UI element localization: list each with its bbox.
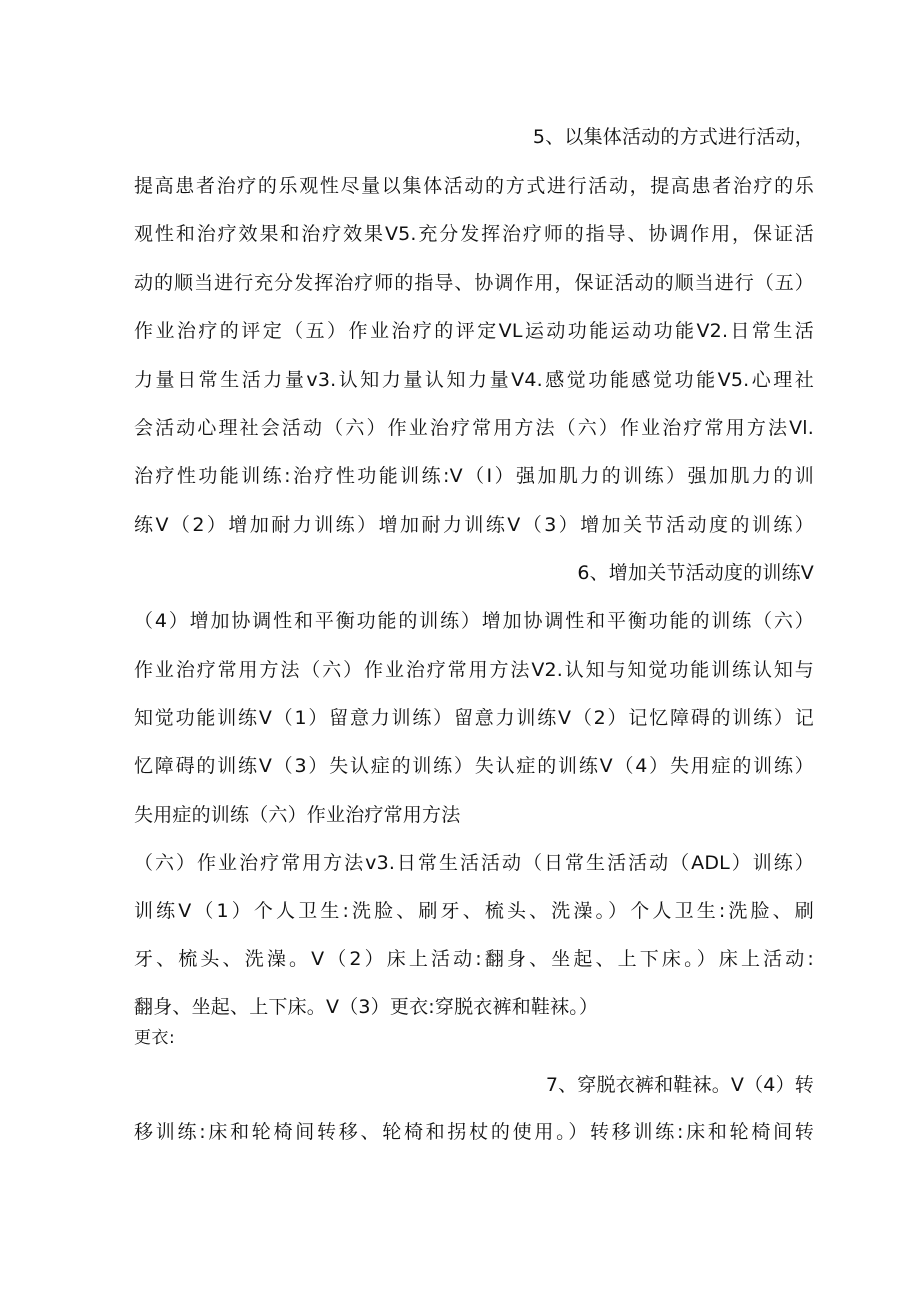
text-line: 更衣: (134, 1028, 176, 1048)
text-line: 练V（2）增加耐力训练）增加耐力训练V（3）增加关节活动度的训练） (134, 514, 814, 536)
text-line: 作业治疗常用方法（六）作业治疗常用方法V2.认知与知觉功能训练认知与 (134, 659, 814, 681)
text-line: 会活动心理社会活动（六）作业治疗常用方法（六）作业治疗常用方法Vl. (134, 417, 814, 439)
text-line: 失用症的训练（六）作业治疗常用方法 (134, 804, 461, 826)
text-line: （4）增加协调性和平衡功能的训练）增加协调性和平衡功能的训练（六） (134, 610, 814, 632)
text-line: 治疗性功能训练:治疗性功能训练:V（I）强加肌力的训练）强加肌力的训 (134, 465, 814, 487)
text-line: 忆障碍的训练V（3）失认症的训练）失认症的训练V（4）失用症的训练） (134, 755, 814, 777)
text-line: 6、增加关节活动度的训练V (577, 562, 814, 584)
text-line: 观性和治疗效果和治疗效果V5.充分发挥治疗师的指导、协调作用，保证活 (134, 223, 814, 245)
text-line: 5、以集体活动的方式进行活动， (532, 126, 814, 148)
text-line: 牙、梳头、洗澡。V（2）床上活动:翻身、坐起、上下床。）床上活动: (134, 948, 814, 970)
text-line: 训练V（1）个人卫生:洗脸、刷牙、梳头、洗澡。）个人卫生:洗脸、刷 (134, 900, 814, 922)
text-line: 7、穿脱衣裤和鞋袜。V（4）转 (545, 1074, 814, 1096)
text-line: 动的顺当进行充分发挥治疗师的指导、协调作用，保证活动的顺当进行（五） (134, 272, 814, 294)
text-line: 作业治疗的评定（五）作业治疗的评定VL运动功能运动功能V2.日常生活 (134, 320, 814, 342)
text-line: 提高患者治疗的乐观性尽量以集体活动的方式进行活动，提高患者治疗的乐 (134, 175, 814, 197)
text-line: 翻身、坐起、上下床。V（3）更衣:穿脱衣裤和鞋袜。） (134, 996, 599, 1018)
text-line: （六）作业治疗常用方法v3.日常生活活动（日常生活活动（ADL）训练） (134, 852, 814, 874)
text-line: 知觉功能训练V（1）留意力训练）留意力训练V（2）记忆障碍的训练）记 (134, 707, 814, 729)
text-line: 移训练:床和轮椅间转移、轮椅和拐杖的使用。）转移训练:床和轮椅间转 (134, 1121, 814, 1143)
text-line: 力量日常生活力量v3.认知力量认知力量V4.感觉功能感觉功能V5.心理社 (134, 369, 814, 391)
